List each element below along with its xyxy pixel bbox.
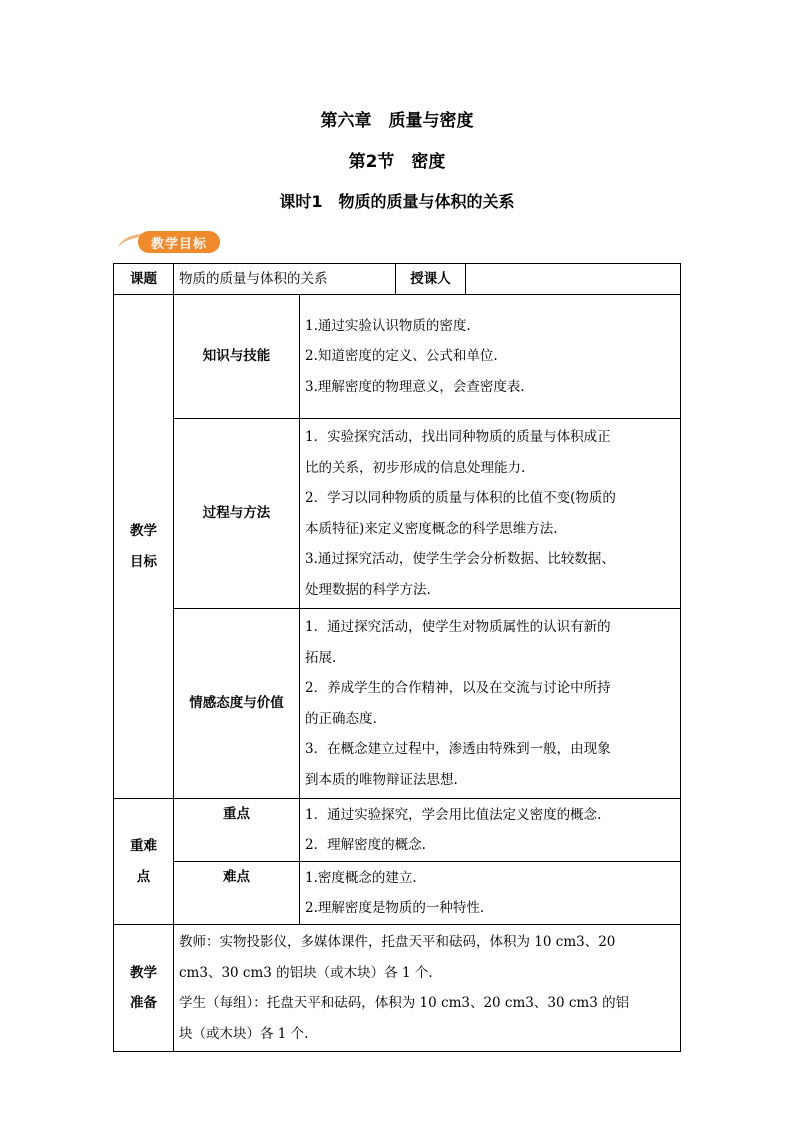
key-line: 1．通过实验探究，学会用比值法定义密度的概念. [305, 806, 602, 823]
emotion-line: 1．通过探究活动，使学生对物质属性的认识有新的 [305, 619, 611, 635]
badge-label: 教学目标 [138, 231, 220, 253]
lesson-title: 课时1 物质的质量与体积的关系 [279, 192, 515, 211]
keypoints-label [114, 799, 174, 925]
emotion-line: 2．养成学生的合作精神，以及在交流与讨论中所持 [305, 680, 611, 696]
knowledge-label: 知识与技能 [174, 295, 300, 419]
key-point-row [114, 799, 681, 862]
difficult-content [300, 862, 681, 925]
emotion-line: 的正确态度. [305, 710, 377, 727]
process-line: 比的关系，初步形成的信息处理能力. [305, 459, 526, 476]
knowledge-line: 1.通过实验认识物质的密度. [305, 317, 471, 334]
prep-line: 教师：实物投影仪，多媒体课件，托盘天平和砝码，体积为 10 cm3、20 [179, 934, 616, 950]
goals-label [114, 295, 174, 799]
prep-label-line2: 准备 [130, 995, 157, 1011]
emotion-line: 到本质的唯物辩证法思想. [305, 771, 458, 788]
process-line: 2．学习以同种物质的质量与体积的比值不变(物质的 [305, 490, 616, 506]
topic-row [114, 264, 681, 295]
topic-value: 物质的质量与体积的关系 [174, 264, 396, 295]
goal-knowledge-row [114, 295, 681, 419]
process-line: 本质特征)来定义密度概念的科学思维方法. [305, 520, 558, 537]
key-content [300, 799, 681, 862]
teacher-label: 授课人 [396, 264, 466, 295]
prep-row [114, 925, 681, 1052]
keypoints-label-line1: 重难 [130, 838, 157, 854]
prep-line: 学生（每组）：托盘天平和砝码，体积为 10 cm3、20 cm3、30 cm3 的铝 [179, 995, 630, 1011]
teacher-value [466, 264, 681, 295]
prep-line: 块（或木块）各 1 个. [179, 1025, 309, 1042]
process-line: 1．实验探究活动，找出同种物质的质量与体积成正 [305, 429, 611, 445]
difficult-point-row [114, 862, 681, 925]
key-label: 重点 [174, 799, 300, 862]
difficult-line: 2.理解密度是物质的一种特性. [305, 900, 485, 916]
process-line: 3.通过探究活动，使学生学会分析数据、比较数据、 [305, 551, 615, 567]
goal-emotion-row [114, 609, 681, 799]
prep-label [114, 925, 174, 1052]
prep-line: cm3、30 cm3 的铝块（或木块）各 1 个. [179, 964, 433, 981]
process-label: 过程与方法 [174, 419, 300, 609]
lesson-plan-table [113, 263, 681, 1052]
section-title: 第2节 密度 [348, 152, 446, 172]
emotion-line: 3．在概念建立过程中，渗透由特殊到一般，由现象 [305, 741, 611, 757]
knowledge-line: 2.知道密度的定义、公式和单位. [305, 348, 498, 365]
goals-label-line1: 教学 [130, 523, 157, 539]
knowledge-line: 3.理解密度的物理意义，会查密度表. [305, 378, 525, 395]
teaching-goals-badge [118, 229, 228, 255]
goal-process-row [114, 419, 681, 609]
prep-content [174, 925, 681, 1052]
topic-label: 课题 [114, 264, 174, 295]
process-line: 处理数据的科学方法. [305, 581, 431, 598]
emotion-content [300, 609, 681, 799]
goals-label-line2: 目标 [130, 553, 157, 570]
keypoints-label-line2: 点 [136, 868, 151, 885]
chapter-title: 第六章 质量与密度 [320, 111, 474, 131]
difficult-line: 1.密度概念的建立. [305, 869, 417, 886]
prep-label-line1: 教学 [130, 964, 157, 981]
emotion-label: 情感态度与价值 [174, 609, 300, 799]
process-content [300, 419, 681, 609]
knowledge-content [300, 295, 681, 419]
difficult-label: 难点 [174, 862, 300, 925]
key-line: 2．理解密度的概念. [305, 837, 426, 853]
emotion-line: 拓展. [305, 649, 337, 666]
